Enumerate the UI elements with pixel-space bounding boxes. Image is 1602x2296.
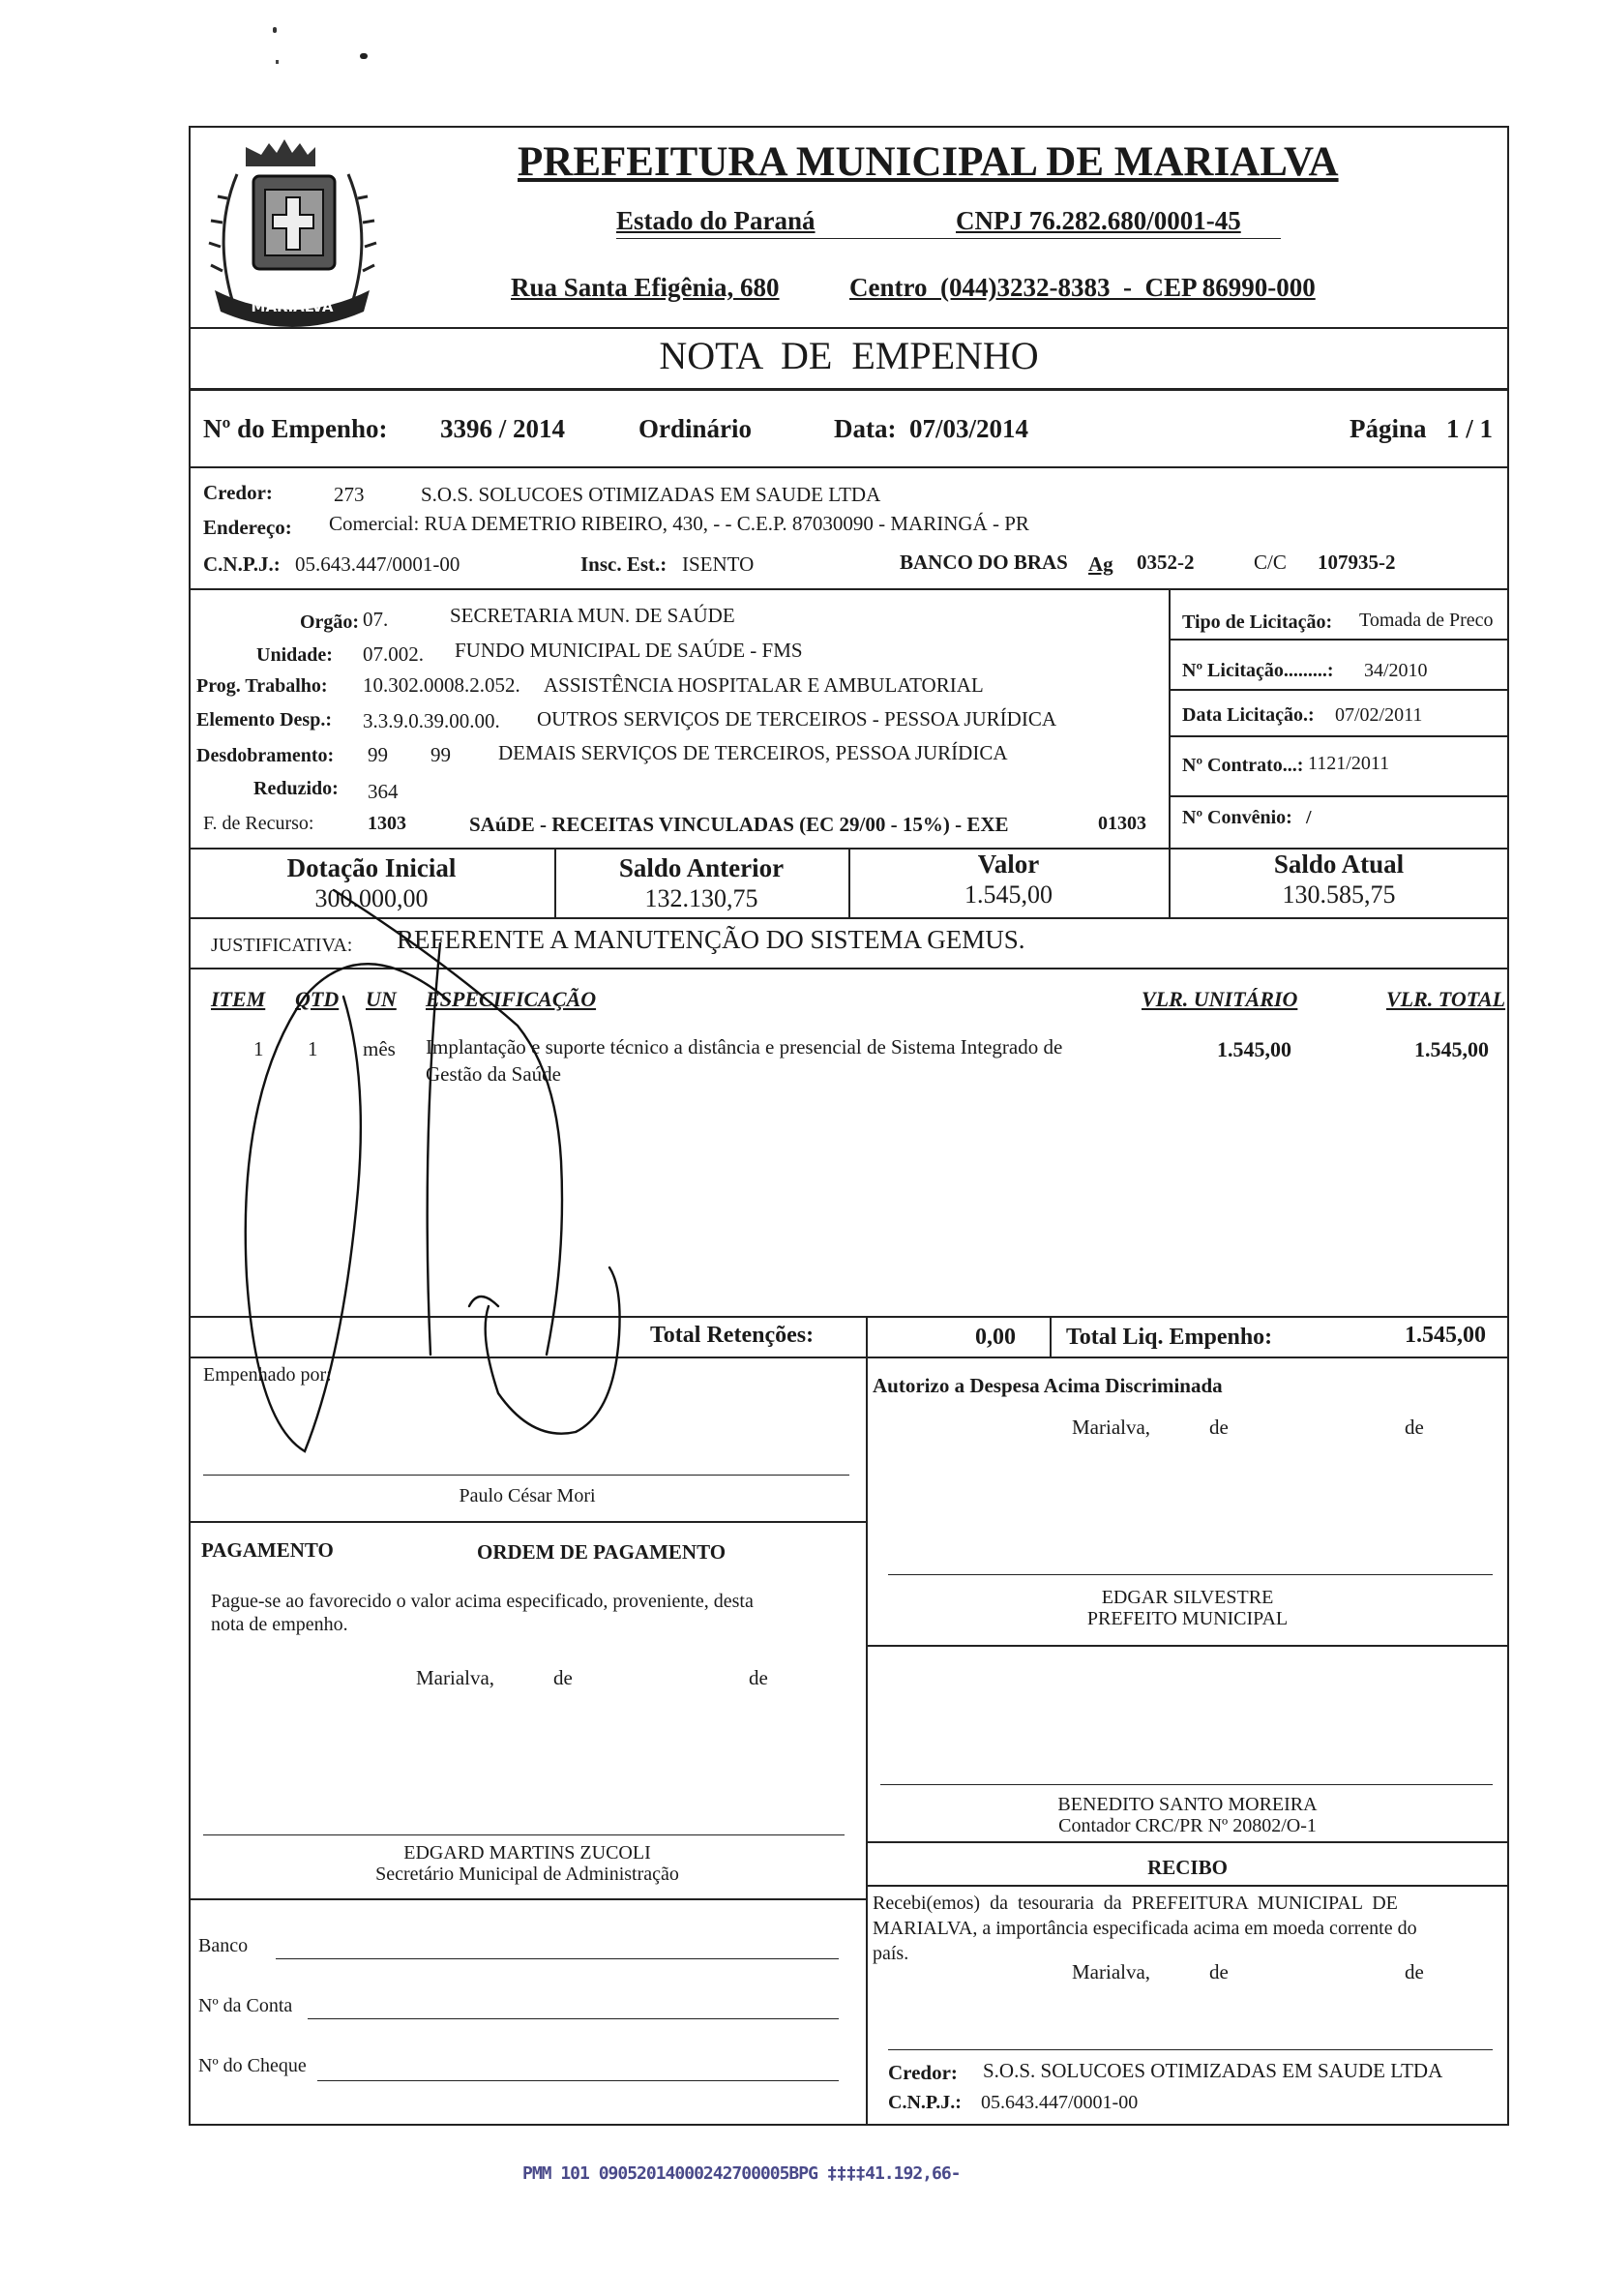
desdobramento-label: Desdobramento:	[196, 745, 335, 766]
recibo-text-line1: Recebi(emos) da tesouraria da PREFEITURA MUNICIPAL DE	[873, 1893, 1398, 1914]
desdobramento-a: 99	[368, 743, 388, 766]
cc-label: C/C	[1254, 551, 1287, 574]
col-item: ITEM	[211, 987, 266, 1011]
recibo-de1: de	[1209, 1960, 1229, 1983]
empenho-date: 07/03/2014	[909, 414, 1029, 443]
recurso-name: SAúDE - RECEITAS VINCULADAS (EC 29/00 - 15%) - EXE	[469, 813, 1009, 836]
header-title: PREFEITURA MUNICIPAL DE MARIALVA	[518, 139, 1339, 185]
unidade-name: FUNDO MUNICIPAL DE SAÚDE - FMS	[455, 639, 803, 662]
divider	[189, 466, 1509, 468]
row-desc-line2: Gestão da Saúde	[426, 1062, 561, 1086]
reduzido-value: 364	[368, 780, 399, 803]
divider	[1169, 689, 1509, 691]
conta-line	[308, 2018, 839, 2019]
valor-label: Valor	[977, 850, 1040, 879]
empenho-number: 3396 / 2014	[440, 414, 566, 443]
recibo-title: RECIBO	[1147, 1856, 1228, 1879]
signature-line	[888, 2049, 1493, 2050]
pagamento-de2: de	[749, 1666, 768, 1689]
unidade-code: 07.002.	[363, 642, 424, 666]
saldo-anterior-value: 132.130,75	[644, 884, 758, 912]
divider	[1169, 639, 1509, 641]
footer-stamp: PMM 101 09052014000242700005BPG ‡‡‡‡41.192,66-	[522, 2163, 961, 2184]
prefeito-role: PREFEITO MUNICIPAL	[1086, 1608, 1289, 1629]
recibo-cnpj: 05.643.447/0001-00	[981, 2092, 1139, 2113]
liquido-value: 1.545,00	[1405, 1323, 1486, 1348]
secretario-name: EDGARD MARTINS ZUCOLI	[403, 1842, 651, 1864]
contador-role: Contador CRC/PR Nº 20802/O-1	[1058, 1815, 1317, 1836]
recurso-code2: 01303	[1098, 813, 1146, 834]
autorizo-de2: de	[1405, 1416, 1424, 1439]
pagamento-text-line2: nota de empenho.	[211, 1614, 348, 1635]
recibo-de2: de	[1405, 1960, 1424, 1983]
signature-line	[880, 1784, 1493, 1785]
convenio-label: Nº Convênio:	[1182, 807, 1292, 828]
col-unit: VLR. UNITÁRIO	[1142, 987, 1298, 1011]
ag-label: Ag	[1088, 552, 1113, 576]
cc-value: 107935-2	[1318, 551, 1396, 574]
secretario-role: Secretário Municipal de Administração	[375, 1864, 679, 1885]
recurso-label: F. de Recurso:	[203, 813, 314, 834]
divider	[866, 1841, 1509, 1843]
divider	[866, 1885, 1509, 1887]
handwritten-signature	[189, 851, 653, 1471]
credor-address: Comercial: RUA DEMETRIO RIBEIRO, 430, - - C.E.P. 87030090 - MARINGÁ - PR	[329, 512, 1029, 535]
liquido-label: Total Liq. Empenho:	[1066, 1325, 1273, 1350]
prog-code: 10.302.0008.2.052.	[363, 673, 520, 697]
divider	[1169, 795, 1509, 797]
reduzido-label: Reduzido:	[253, 778, 339, 799]
justificativa-text: REFERENTE A MANUTENÇÃO DO SISTEMA GEMUS.	[397, 925, 1025, 954]
credor-name: S.O.S. SOLUCOES OTIMIZADAS EM SAUDE LTDA	[421, 483, 881, 506]
credor-cnpj: 05.643.447/0001-00	[295, 552, 460, 576]
retencoes-value: 0,00	[975, 1325, 1016, 1350]
empenho-label: Nº do Empenho:	[203, 414, 388, 443]
desdobramento-b: 99	[430, 743, 451, 766]
crest-text: MARIALVA	[251, 298, 334, 315]
divider	[1050, 1316, 1052, 1357]
divider	[1169, 735, 1509, 737]
pagamento-de1: de	[553, 1666, 573, 1689]
valor-value: 1.545,00	[964, 880, 1053, 909]
divider	[866, 1316, 868, 1357]
prefeito-name: EDGAR SILVESTRE	[1101, 1587, 1274, 1608]
divider	[866, 1357, 868, 2126]
signature-line	[203, 1834, 845, 1835]
col-total: VLR. TOTAL	[1386, 987, 1506, 1011]
prog-label: Prog. Trabalho:	[196, 675, 328, 697]
header-cnpj: CNPJ 76.282.680/0001-45	[956, 206, 1241, 235]
divider	[189, 388, 1509, 391]
recibo-cnpj-label: C.N.P.J.:	[888, 2092, 962, 2113]
dotacao-label: Dotação Inicial	[286, 853, 457, 882]
empenho-type: Ordinário	[638, 414, 753, 443]
row-un: mês	[363, 1037, 396, 1060]
signature-line	[888, 1574, 1493, 1575]
divider	[189, 588, 1509, 590]
page-number: 1 / 1	[1446, 414, 1494, 443]
autorizo-de1: de	[1209, 1416, 1229, 1439]
licitacao-numero-label: Nº Licitação.........:	[1182, 660, 1334, 681]
justificativa-label: JUSTIFICATIVA:	[211, 935, 353, 956]
recibo-text-line3: país.	[873, 1943, 909, 1964]
header-phone-cep: Centro (044)3232-8383 - CEP 86990-000	[849, 273, 1316, 302]
col-espec: ESPECIFICAÇÃO	[426, 987, 597, 1011]
autorizo-label: Autorizo a Despesa Acima Discriminada	[873, 1374, 1223, 1397]
recibo-place: Marialva,	[1072, 1960, 1151, 1983]
prog-name: ASSISTÊNCIA HOSPITALAR E AMBULATORIAL	[544, 673, 984, 697]
orgao-code: 07.	[363, 608, 389, 631]
autorizo-place: Marialva,	[1072, 1416, 1151, 1439]
row-unit-value: 1.545,00	[1217, 1037, 1291, 1061]
divider	[866, 1645, 1509, 1647]
insc-value: ISENTO	[682, 552, 755, 576]
orgao-name: SECRETARIA MUN. DE SAÚDE	[450, 604, 735, 627]
credor-code: 273	[334, 483, 365, 506]
empenhado-label: Empenhado por:	[203, 1364, 332, 1386]
insc-label: Insc. Est.:	[580, 552, 668, 576]
saldo-atual-label: Saldo Atual	[1273, 850, 1405, 879]
divider	[1169, 588, 1171, 848]
credor-label: Credor:	[203, 481, 273, 504]
recibo-text-line2: MARIALVA, a importância especificada acima em moeda corrente do	[873, 1918, 1417, 1939]
contador-name: BENEDITO SANTO MOREIRA	[1057, 1794, 1318, 1815]
recurso-code: 1303	[368, 813, 406, 834]
dotacao-value: 300.000,00	[314, 884, 429, 912]
col-qtd: QTD	[295, 987, 340, 1011]
saldo-atual-value: 130.585,75	[1282, 880, 1396, 909]
scan-speck	[360, 53, 368, 59]
row-qtd: 1	[308, 1037, 318, 1060]
divider	[189, 1521, 866, 1523]
ordem-pagamento-label: ORDEM DE PAGAMENTO	[477, 1540, 727, 1564]
convenio-value: /	[1306, 807, 1312, 828]
scan-speck	[276, 60, 279, 64]
contrato-value: 1121/2011	[1308, 753, 1390, 774]
header-state: Estado do Paraná	[616, 206, 816, 235]
header-address: Rua Santa Efigênia, 680	[511, 273, 780, 302]
retencoes-label: Total Retenções:	[650, 1323, 815, 1348]
divider	[189, 327, 1509, 329]
ag-value: 0352-2	[1137, 551, 1195, 574]
licitacao-tipo: Tomada de Preco	[1359, 610, 1494, 631]
elemento-label: Elemento Desp.:	[196, 709, 332, 731]
credor-cnpj-label: C.N.P.J.:	[203, 552, 281, 576]
empenhado-signer: Paulo César Mori	[459, 1485, 596, 1506]
municipal-coat-of-arms-icon	[193, 135, 392, 329]
page-label: Página	[1350, 414, 1427, 443]
conta-label: Nº da Conta	[198, 1995, 293, 2016]
pagamento-place: Marialva,	[416, 1666, 495, 1689]
scan-speck	[273, 27, 277, 33]
licitacao-data: 07/02/2011	[1335, 704, 1423, 726]
header-underline	[616, 238, 1281, 239]
credor-address-label: Endereço:	[203, 516, 292, 539]
divider	[189, 1898, 866, 1900]
bank-label: BANCO DO BRAS	[900, 551, 1068, 574]
licitacao-tipo-label: Tipo de Licitação:	[1182, 611, 1333, 633]
recibo-credor-label: Credor:	[888, 2061, 958, 2084]
pagamento-label: PAGAMENTO	[201, 1538, 334, 1562]
banco-line	[276, 1958, 839, 1959]
signature-line	[203, 1475, 849, 1476]
saldo-anterior-label: Saldo Anterior	[618, 853, 785, 882]
licitacao-numero: 34/2010	[1364, 660, 1428, 681]
cheque-line	[317, 2080, 839, 2081]
contrato-label: Nº Contrato...:	[1182, 755, 1304, 776]
banco-label: Banco	[198, 1935, 249, 1956]
row-item: 1	[253, 1037, 264, 1060]
cheque-label: Nº do Cheque	[198, 2055, 307, 2076]
empenho-date-label: Data:	[834, 414, 897, 443]
elemento-name: OUTROS SERVIÇOS DE TERCEIROS - PESSOA JURÍDICA	[537, 707, 1057, 731]
row-desc-line1: Implantação e suporte técnico a distância e presencial de Sistema Integrado de	[426, 1035, 1063, 1059]
desdobramento-name: DEMAIS SERVIÇOS DE TERCEIROS, PESSOA JURÍDICA	[498, 741, 1008, 764]
col-un: UN	[366, 987, 397, 1011]
pagamento-text-line1: Pague-se ao favorecido o valor acima especificado, proveniente, desta	[211, 1591, 754, 1612]
recibo-credor: S.O.S. SOLUCOES OTIMIZADAS EM SAUDE LTDA	[983, 2059, 1443, 2082]
licitacao-data-label: Data Licitação.:	[1182, 704, 1315, 726]
doc-title: NOTA DE EMPENHO	[659, 334, 1039, 377]
elemento-code: 3.3.9.0.39.00.00.	[363, 709, 500, 732]
unidade-label: Unidade:	[256, 644, 333, 666]
orgao-label: Orgão:	[300, 611, 360, 633]
row-total-value: 1.545,00	[1414, 1037, 1489, 1061]
